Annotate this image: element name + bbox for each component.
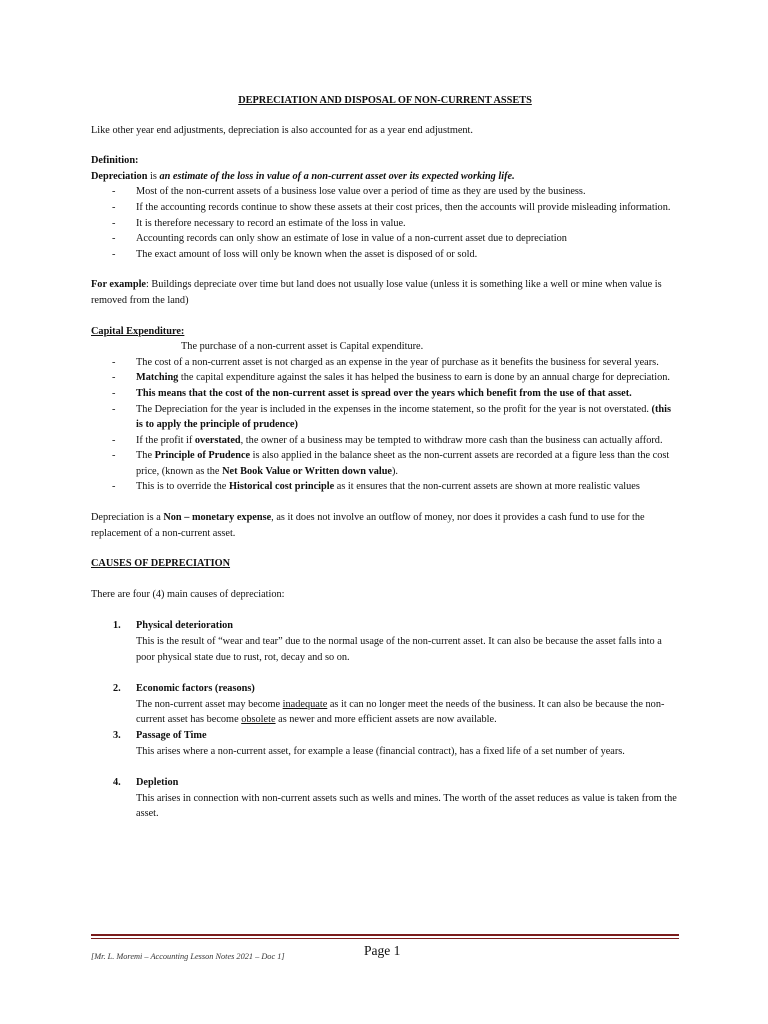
list-item: - It is therefore necessary to record an estimate of the loss in value.: [91, 216, 679, 232]
list-item: - If the accounting records continue to show these assets at their cost prices, then the accounts will provide misleading information.: [91, 200, 679, 216]
cause-number: 3.: [113, 730, 121, 741]
intro-paragraph: Like other year end adjustments, depreciation is also accounted for as a year end adjustment.: [91, 124, 473, 136]
cause-number: 1.: [113, 620, 121, 632]
cause-title: Passage of Time: [136, 730, 207, 741]
cause-item: [91, 728, 679, 759]
list-item: - The cost of a non-current asset is not charged as an expense in the year of purchase as it benefits the business for several years.: [91, 355, 679, 371]
cause-text: This arises in connection with non-current assets such as wells and mines. The worth of the asset reduces as value is taken from the asset.: [136, 792, 677, 820]
causes-heading: CAUSES OF DEPRECIATION: [91, 558, 231, 570]
list-item: - The Principle of Prudence is also applied in the balance sheet as the non-current assets are recorded at a figure less than the cost price, (known as the Net Book Value or Written down value).: [91, 448, 679, 479]
definition-text: Depreciation is an estimate of the loss in value of a non-current asset over its expected working life.: [91, 170, 515, 182]
cause-number: 4.: [113, 777, 121, 789]
list-item: - Matching the capital expenditure against the sales it has helped the business to earn is done by an annual charge for depreciation.: [91, 370, 679, 386]
capital-heading: Capital Expenditure:: [91, 325, 185, 337]
page-title: DEPRECIATION AND DISPOSAL OF NON-CURRENT ASSETS: [238, 95, 532, 106]
definition-list: [91, 184, 679, 262]
cause-title: Depletion: [136, 777, 179, 789]
document-body: [91, 93, 679, 822]
cause-text: The non-current asset may become inadequate as it can no longer meet the needs of the business. It can also be because the non-current asset has become obsolete as newer and more efficient assets are now available.: [136, 698, 665, 726]
list-item: - The exact amount of loss will only be known when the asset is disposed of or sold.: [91, 247, 679, 263]
cause-item: [91, 681, 679, 728]
cause-title: Economic factors (reasons): [136, 683, 255, 695]
cause-item: [91, 618, 679, 665]
cause-title: Physical deterioration: [136, 620, 233, 632]
capital-list: [91, 355, 679, 495]
footer-rule-thin: [91, 938, 679, 939]
definition-heading: Definition:: [91, 155, 139, 167]
nonmonetary-paragraph: Depreciation is a Non – monetary expense, as it does not involve an outflow of money, nor does it provides a cash fund to use for the replacement of a non-current asset.: [91, 512, 645, 539]
footer-note: [Mr. L. Moremi – Accounting Lesson Notes 2021 – Doc 1]: [91, 952, 285, 961]
example-paragraph: For example: Buildings depreciate over time but land does not usually lose value (unless it is something like a well or mine when value is removed from the land): [91, 279, 662, 306]
list-item: - The Depreciation for the year is included in the expenses in the income statement, so the profit for the year is not overstated. (this is to apply the principle of prudence): [91, 402, 679, 433]
cause-number: 2.: [113, 683, 121, 695]
capital-subline: The purchase of a non-current asset is Capital expenditure.: [181, 341, 424, 353]
list-item: - If the profit if overstated, the owner of a business may be tempted to withdraw more cash than the business can actually afford.: [91, 433, 679, 449]
cause-text: This is the result of “wear and tear” due to the normal usage of the non-current asset. It can also be because the asset falls into a poor physical state due to rust, rot, decay and so on.: [136, 636, 662, 663]
causes-list: [91, 618, 679, 822]
page-footer: [91, 934, 679, 967]
list-item: - This is to override the Historical cost principle as it ensures that the non-current assets are shown at more realistic values: [91, 479, 679, 495]
list-item: - Accounting records can only show an estimate of lose in value of a non-current asset due to depreciation: [91, 231, 679, 247]
footer-rule: [91, 934, 679, 936]
list-item: - This means that the cost of the non-current asset is spread over the years which benefit from the use of that asset.: [91, 386, 679, 402]
causes-intro: There are four (4) main causes of depreciation:: [91, 588, 285, 600]
cause-item: [91, 775, 679, 822]
page-number: Page 1: [364, 943, 401, 958]
list-item: - Most of the non-current assets of a business lose value over a period of time as they are used by the business.: [91, 184, 679, 200]
cause-text: This arises where a non-current asset, for example a lease (financial contract), has a fixed life of a set number of years.: [136, 745, 625, 757]
